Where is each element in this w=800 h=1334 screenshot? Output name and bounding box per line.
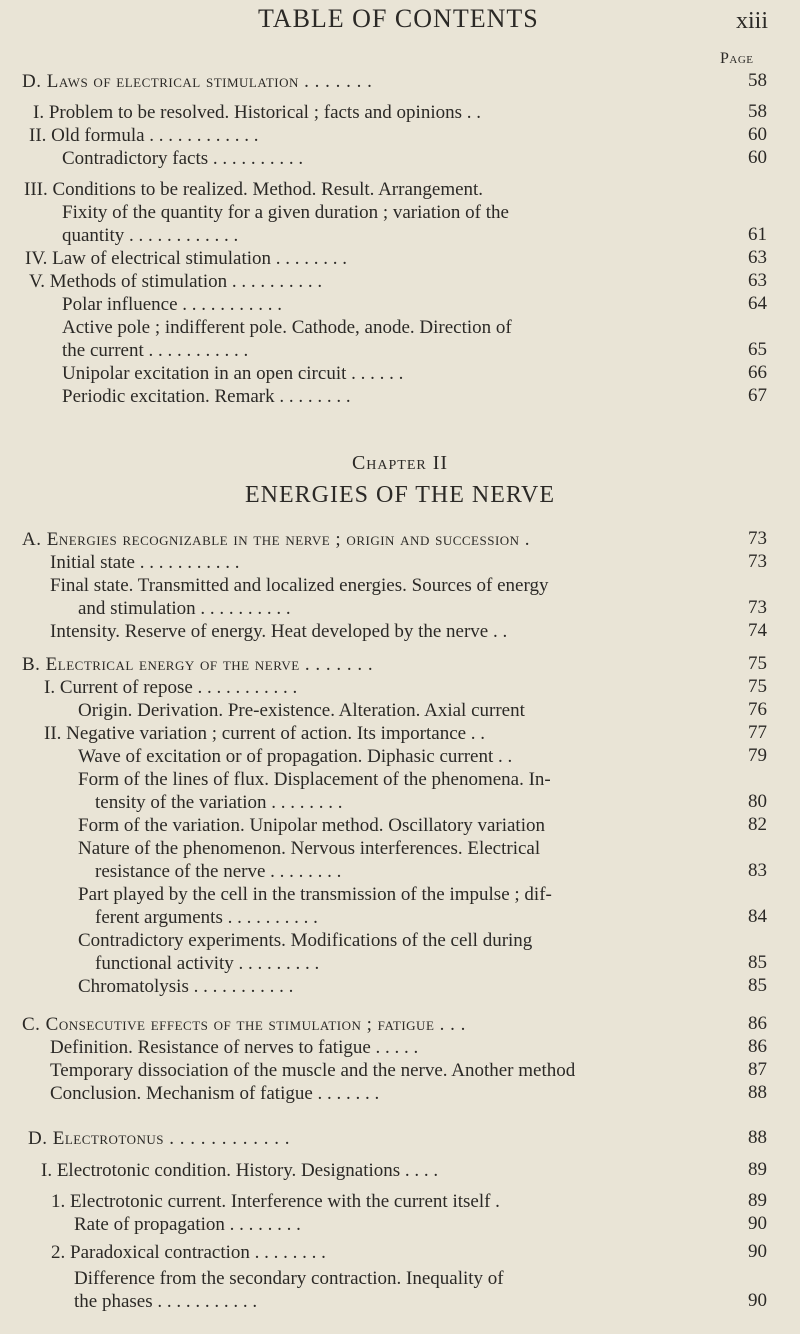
toc-entry: the phases . . . . . . . . . . . (74, 1291, 258, 1312)
toc-entry: Chromatolysis . . . . . . . . . . . (78, 976, 294, 997)
toc-entry: Temporary dissociation of the muscle and the nerve. Another method (50, 1060, 576, 1081)
toc-entry: Difference from the secondary contraction. Inequality of (74, 1268, 504, 1289)
page-ref: 80 (748, 791, 767, 812)
toc-entry: Form of the lines of flux. Displacement of the phenomena. In- (78, 769, 551, 790)
toc-entry: I. Electrotonic condition. History. Designations . . . . (41, 1160, 439, 1181)
toc-entry: 1. Electrotonic current. Interference with the current itself . (51, 1191, 500, 1212)
toc-entry: 2. Paradoxical contraction . . . . . . . . (51, 1242, 326, 1263)
page-ref: 60 (748, 147, 767, 168)
section-heading: B. Electrical energy of the nerve . . . . . . . (22, 654, 374, 675)
section-heading: A. Energies recognizable in the nerve ; origin and succession . (22, 529, 531, 550)
toc-entry: III. Conditions to be realized. Method. Result. Arrangement. (24, 179, 484, 200)
toc-entry: the current . . . . . . . . . . . (62, 340, 249, 361)
page-ref: 88 (748, 1127, 767, 1148)
toc-entry: II. Negative variation ; current of action. Its importance . . (44, 723, 486, 744)
page-column-label: Page (720, 50, 754, 67)
toc-entry: quantity . . . . . . . . . . . . (62, 225, 239, 246)
page-ref: 60 (748, 124, 767, 145)
toc-entry: Form of the variation. Unipolar method. Oscillatory variation (78, 815, 545, 836)
toc-entry: IV. Law of electrical stimulation . . . . . . . . (25, 248, 348, 269)
page-ref: 83 (748, 860, 767, 881)
toc-entry: functional activity . . . . . . . . . (95, 953, 320, 974)
toc-entry: Unipolar excitation in an open circuit . . . . . . (62, 363, 404, 384)
page-ref: 87 (748, 1059, 767, 1080)
toc-entry: Initial state . . . . . . . . . . . (50, 552, 240, 573)
page-ref: 67 (748, 385, 767, 406)
page-ref: 76 (748, 699, 767, 720)
toc-entry: Polar influence . . . . . . . . . . . (62, 294, 283, 315)
toc-entry: I. Current of repose . . . . . . . . . . . (44, 677, 298, 698)
page-ref: 77 (748, 722, 767, 743)
toc-entry: Periodic excitation. Remark . . . . . . . . (62, 386, 351, 407)
page-ref: 66 (748, 362, 767, 383)
section-heading: D. Laws of electrical stimulation . . . . . . . (22, 71, 373, 92)
toc-entry: Contradictory facts . . . . . . . . . . (62, 148, 304, 169)
page-ref: 75 (748, 653, 767, 674)
section-heading: D. Electrotonus . . . . . . . . . . . . (28, 1128, 290, 1149)
page-ref: 65 (748, 339, 767, 360)
page-ref: 90 (748, 1241, 767, 1262)
page-ref: 84 (748, 906, 767, 927)
page-ref: 90 (748, 1213, 767, 1234)
page-ref: 90 (748, 1290, 767, 1311)
section-heading: C. Consecutive effects of the stimulation ; fatigue . . . (22, 1014, 466, 1035)
page-ref: 82 (748, 814, 767, 835)
toc-entry: Active pole ; indifferent pole. Cathode, anode. Direction of (62, 317, 512, 338)
page-ref: 89 (748, 1190, 767, 1211)
page-ref: 79 (748, 745, 767, 766)
toc-entry: Fixity of the quantity for a given duration ; variation of the (62, 202, 509, 223)
toc-entry: Intensity. Reserve of energy. Heat developed by the nerve . . (50, 621, 508, 642)
page-ref: 89 (748, 1159, 767, 1180)
page-ref: 58 (748, 70, 767, 91)
toc-entry: Part played by the cell in the transmission of the impulse ; dif- (78, 884, 552, 905)
page-ref: 63 (748, 270, 767, 291)
toc-entry: resistance of the nerve . . . . . . . . (95, 861, 342, 882)
page-ref: 74 (748, 620, 767, 641)
page-ref: 86 (748, 1013, 767, 1034)
page-ref: 85 (748, 975, 767, 996)
page-ref: 86 (748, 1036, 767, 1057)
running-title: TABLE OF CONTENTS (258, 4, 539, 33)
toc-entry: ferent arguments . . . . . . . . . . (95, 907, 318, 928)
page-ref: 73 (748, 551, 767, 572)
page-ref: 73 (748, 597, 767, 618)
page-ref: 64 (748, 293, 767, 314)
chapter-label: Chapter II (351, 452, 449, 474)
toc-entry: Contradictory experiments. Modifications of the cell during (78, 930, 533, 951)
toc-entry: Rate of propagation . . . . . . . . (74, 1214, 301, 1235)
page-ref: 63 (748, 247, 767, 268)
toc-entry: Final state. Transmitted and localized energies. Sources of energy (50, 575, 549, 596)
toc-entry: Definition. Resistance of nerves to fatigue . . . . . (50, 1037, 419, 1058)
toc-entry: Conclusion. Mechanism of fatigue . . . . . . . (50, 1083, 380, 1104)
toc-entry: Nature of the phenomenon. Nervous interferences. Electrical (78, 838, 541, 859)
toc-entry: V. Methods of stimulation . . . . . . . . . . (29, 271, 323, 292)
page-ref: 75 (748, 676, 767, 697)
page-ref: 73 (748, 528, 767, 549)
toc-entry: Wave of excitation or of propagation. Diphasic current . . (78, 746, 513, 767)
toc-entry: Origin. Derivation. Pre-existence. Alteration. Axial current (78, 700, 525, 721)
page-number: xiii (736, 8, 769, 34)
toc-entry: II. Old formula . . . . . . . . . . . . (29, 125, 259, 146)
page-ref: 85 (748, 952, 767, 973)
chapter-title: ENERGIES OF THE NERVE (245, 482, 555, 508)
page-ref: 58 (748, 101, 767, 122)
toc-entry: and stimulation . . . . . . . . . . (78, 598, 291, 619)
page-ref: 88 (748, 1082, 767, 1103)
toc-entry: I. Problem to be resolved. Historical ; facts and opinions . . (33, 102, 481, 123)
toc-entry: tensity of the variation . . . . . . . . (95, 792, 343, 813)
page-ref: 61 (748, 224, 767, 245)
